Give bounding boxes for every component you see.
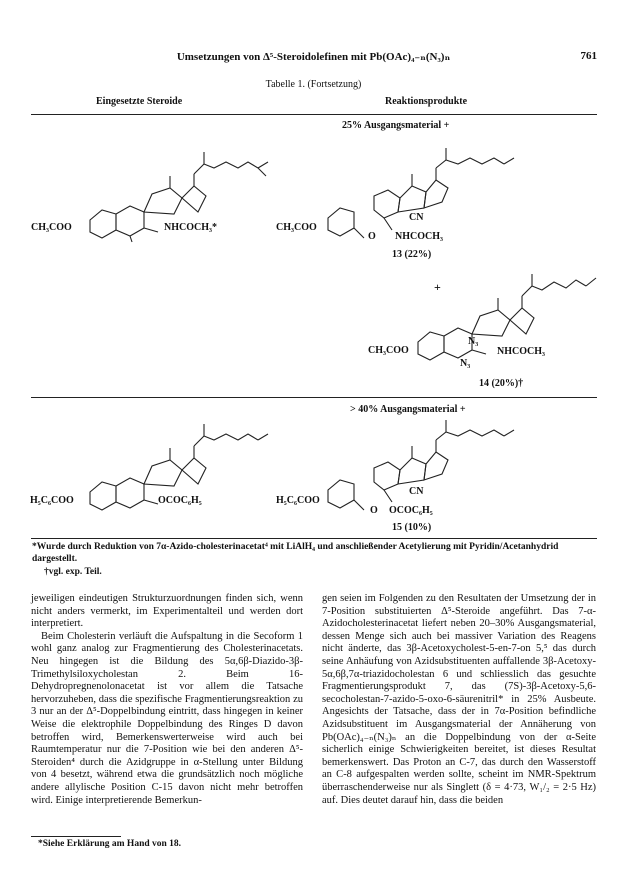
- product-14-azide-a: N₃: [468, 336, 479, 347]
- plus-sign: +: [434, 280, 441, 294]
- product-13-left-group: CH₃COO: [276, 222, 317, 233]
- product-13-nhcoch3: NHCOCH₃: [395, 231, 443, 242]
- row2-start-right-group: OCOC₆H₅: [158, 495, 202, 506]
- product-13-cn: CN: [409, 212, 424, 223]
- product-15-cn: CN: [409, 486, 424, 497]
- body-left-paragraph-1: jeweiligen eindeutigen Strukturzuordnungen finden sich, wenn nicht anders vermerkt, im Experimentalteil und werden dort interpretiert.: [31, 593, 303, 630]
- product-14-left-group: CH₃COO: [368, 345, 409, 356]
- table-footnote-1: *Wurde durch Reduktion von 7α-Azido-cholesterinacetat⁴ mit LiAlH₄ und anschließender Acetylierung mit Pyridin/Acetanhydrid dargestellt.: [32, 542, 559, 564]
- row1-note: 25% Ausgangsmaterial +: [342, 120, 450, 131]
- product-15-structure: [318, 410, 518, 520]
- body-right-column: [322, 593, 596, 807]
- table-rule-bottom: [31, 538, 597, 539]
- product-13-oxo: O: [368, 231, 376, 242]
- table-footnote-2: †vgl. exp. Teil.: [44, 567, 102, 577]
- row2-note: > 40% Ausgangsmaterial +: [350, 404, 466, 415]
- steroid-structure-row1-start: [80, 140, 280, 250]
- body-right-paragraph-1: gen seien im Folgenden zu den Resultaten der Umsetzung der in 7-Position substituierten Δ⁵-Steroide angeführt. Das 7-α-Azidocholesterinacetat liefert neben 20–30% Ausgangsmaterial, dessen Menge sich auch bei massiver Variation des Reagens nicht änderte, das 3β-Acetoxycholest-5-en-7-on 5,⁵ das durch seine Anhäufung von Azidsubstituenten auffallende 3β-Acetoxy-5α,6β,7α-triazidocholestan 6 und schliesslich das gesuchte Fragmentierungsprodukt 7, das (7S)-3β-Acetoxy-5,6-secocholestan-7-azido-5-oxo-6-säurenitril* in 25% Ausbeute. Angesichts der Tatsache, dass der in 7α-Position befindliche Azidsubstituent im Ausgangsmaterial der Annäherung von Pb(OAc)₄₋ₙ(N₃)ₙ an die Doppelbindung von der α-Seite sicherlich einige Schwierigkeiten bereitet, ist dieses Resultat bemerkenswert. Das Proton an C-7, das durch den Wasserstoff an C-8 aufgespalten werden sollte, scheint im NMR-Spektrum überraschenderweise nur als Singlett (δ = 4·73, W₁/₂ = 2·5 Hz) auf. Dies deutet darauf hin, dass die beiden: [322, 593, 596, 806]
- table-rule-top: [31, 114, 597, 115]
- footnote-rule: [31, 836, 121, 837]
- page-footnote: *Siehe Erklärung am Hand von 18.: [38, 839, 182, 849]
- column-head-starting-steroids: Eingesetzte Steroide: [96, 96, 183, 107]
- row1-start-left-group: CH₃COO: [31, 222, 72, 233]
- product-15-left-group: H₅C₆COO: [276, 495, 320, 506]
- product-15-oxo: O: [370, 505, 378, 516]
- product-15-ocoph: OCOC₆H₅: [389, 505, 433, 516]
- column-head-products: Reaktionsprodukte: [385, 96, 468, 107]
- table-caption: Tabelle 1. (Fortsetzung): [265, 79, 362, 90]
- page-number: 761: [580, 50, 597, 62]
- product-13-label: 13 (22%): [392, 249, 432, 260]
- table-rule-middle: [31, 397, 597, 398]
- product-15-label: 15 (10%): [392, 522, 432, 533]
- row2-start-left-group: H₅C₆COO: [30, 495, 74, 506]
- row1-start-right-group: NHCOCH₃*: [164, 222, 217, 233]
- product-14-label: 14 (20%)†: [479, 378, 524, 389]
- running-title: Umsetzungen von Δ⁵-Steroidolefinen mit Pb(OAc)₄₋ₙ(N₃)ₙ: [176, 51, 451, 63]
- product-14-nhcoch3: NHCOCH₃: [497, 346, 545, 357]
- product-14-azide-b: N₃: [460, 358, 471, 369]
- body-left-paragraph-2: Beim Cholesterin verläuft die Aufspaltung in die Secoform 1 wohl ganz analog zur Fragmentierung des Cholesterinacetats. Neu hingegen ist die Bildung des 5α,6β-Diazido-3β-Trimethylsiloxycholestan 2. Beim 16-Dehydropregnenolonacetat ist vor allem die Tatsache hervorzuheben, dass die spezifische Fragmentierungsreaktion zu 3 nur an der Δ⁵-Doppelbindung eintritt, dass hingegen in keiner Weise die elektrophile Doppelbindung des Ringes D davon betroffen wird, Bemerkenswerterweise wird auch bei Raumtemperatur nur die 7-Position wie bei den anderen Δ⁵-Steroiden⁴ durch die Azidgruppe in α-Stellung unter Bildung von 4 besetzt, während etwa die grundsätzlich noch mögliche andere allylische Position C-15 davon nicht mehr betroffen wird. Einige interpretierende Bemerkun-: [31, 630, 303, 806]
- body-left-column: [31, 593, 303, 807]
